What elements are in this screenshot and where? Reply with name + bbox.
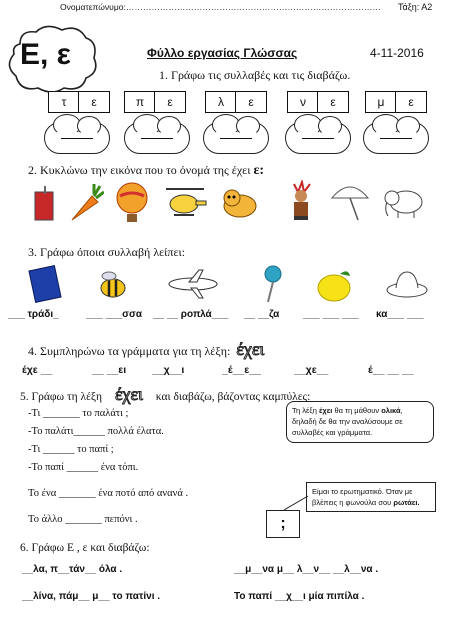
ex4-instruction — [28, 339, 264, 360]
title-badge — [6, 24, 98, 94]
ex5-instruction-b: και διαβάζω, βάζοντας καμπύλες: — [155, 391, 311, 403]
ex4-answer-0[interactable]: έχε __ — [22, 364, 53, 376]
ex2-letter: ε: — [253, 163, 265, 178]
note1-b1: έχει — [319, 406, 333, 415]
syllable-box: ε — [395, 91, 427, 113]
ex5-instruction — [20, 384, 310, 405]
ex3-word-1[interactable]: ___ ___σσα — [86, 309, 142, 320]
answer-cloud[interactable] — [124, 122, 190, 154]
helicopter-icon[interactable] — [162, 185, 208, 219]
bee-icon[interactable] — [93, 268, 133, 302]
ex3-word-0[interactable]: ___ τράδι_ — [8, 309, 59, 320]
ex5-sentence2-0[interactable]: Το ένα _______ ένα ποτό από ανανά . — [28, 488, 189, 499]
native-icon[interactable] — [284, 180, 318, 222]
note1-mid: θα τη μάθουν — [332, 406, 382, 415]
syllable-box: μ — [365, 91, 397, 113]
ex5-sentence-1[interactable]: -Το παλάτι______ πολλά έλατα. — [28, 426, 164, 437]
ex6-row2-left[interactable]: __λίνα, πάμ__ μ__ το πατίνι . — [22, 591, 161, 602]
carrot-icon[interactable] — [66, 184, 104, 224]
note2-b: ρωτάει. — [393, 498, 420, 507]
note-question-mark — [306, 482, 436, 512]
cat-icon[interactable] — [220, 184, 262, 220]
badge-letter: Ε, ε — [20, 38, 71, 71]
ex5-sentence2-1[interactable]: Το άλλο _______ πεπόνι . — [28, 514, 138, 525]
umbrella-icon[interactable] — [330, 182, 370, 222]
ex3-word-5[interactable]: κα___ ___ — [376, 309, 424, 320]
answer-cloud[interactable] — [285, 122, 351, 154]
balloon-icon[interactable] — [114, 182, 150, 224]
note1-post: , δηλαδή δε θα την αναλύσουμε σε συλλαβές και γράμματα. — [292, 406, 403, 437]
question-mark-box: ; — [266, 510, 300, 538]
ex5-sentence-3[interactable]: -Το παπί ______ ένα τόπι. — [28, 462, 139, 473]
airplane-icon[interactable] — [165, 266, 221, 300]
syllable-box: λ — [205, 91, 237, 113]
syllable-box: ε — [78, 91, 110, 113]
ex3-word-3[interactable]: __ __ζα — [244, 309, 280, 320]
cup-icon[interactable] — [32, 186, 56, 222]
ex4-instruction-text: 4. Συμπληρώνω τα γράμματα για τη λέξη: — [28, 344, 231, 358]
note-holistic — [286, 401, 434, 443]
ex4-answer-5[interactable]: έ__ __ __ — [368, 364, 414, 376]
syllable-box: ε — [235, 91, 267, 113]
ex4-outline-word: έχει — [236, 339, 265, 359]
ex4-answer-3[interactable]: _έ__ε__ — [222, 364, 261, 376]
worksheet-date: 4-11-2016 — [370, 46, 424, 60]
elephant-icon[interactable] — [382, 184, 428, 220]
answer-cloud[interactable] — [203, 122, 269, 154]
hat-icon[interactable] — [384, 266, 430, 300]
pin-icon[interactable] — [258, 264, 288, 304]
ex6-instruction: 6. Γράφω Ε , ε και διαβάζω: — [20, 542, 150, 554]
class-label: Τάξη: Α2 — [398, 2, 433, 12]
name-field-label: Ονοματεπώνυμο:……………………………………………………………………………… — [60, 2, 381, 12]
answer-cloud[interactable] — [363, 122, 429, 154]
note1-pre: Τη λέξη — [292, 406, 319, 415]
note2-pre: Είμαι το ερωτηματικό. Όταν με βλέπεις η φωνούλα σου — [312, 487, 413, 507]
ex3-word-2[interactable]: __ __ ροπλά___ — [153, 309, 229, 320]
syllable-box: ε — [317, 91, 349, 113]
ex4-answer-4[interactable]: __χε__ — [294, 364, 329, 376]
note1-b2: ολικά — [381, 406, 401, 415]
ex2-instruction-text: 2. Κυκλώνω την εικόνα που το όνομά της έχει — [28, 163, 251, 177]
ex6-row2-right[interactable]: Το παπί __χ__ι μία πιπίλα . — [234, 591, 365, 602]
ex5-sentence-2[interactable]: -Τι ______ το παπί ; — [28, 444, 114, 455]
ex4-answer-1[interactable]: __ __ει — [92, 364, 127, 376]
worksheet-title: Φύλλο εργασίας Γλώσσας — [147, 46, 298, 60]
syllable-box: π — [124, 91, 156, 113]
ex5-sentence-0[interactable]: -Τι _______ το παλάτι ; — [28, 408, 129, 419]
syllable-box: τ — [48, 91, 80, 113]
answer-cloud[interactable] — [44, 122, 110, 154]
ex4-answer-2[interactable]: __χ__ι — [152, 364, 185, 376]
lemon-icon[interactable] — [314, 268, 354, 304]
ex3-instruction: 3. Γράφω όποια συλλαβή λείπει: — [28, 245, 186, 259]
ex6-row1-right[interactable]: __μ__να μ__ λ__ν__ __λ__να . — [234, 564, 379, 575]
ex5-instruction-a: 5. Γράφω τη λέξη — [20, 391, 103, 403]
ex5-outline-word: έχει — [114, 384, 143, 404]
ex3-word-4[interactable]: ___ ___ ___ — [303, 309, 359, 320]
ex6-row1-left[interactable]: __λα, π__τάν__ όλα . — [22, 564, 123, 575]
syllable-box: ε — [154, 91, 186, 113]
ex1-instruction: 1. Γράφω τις συλλαβές και τις διαβάζω. — [159, 68, 351, 82]
notebook-icon[interactable] — [26, 264, 66, 304]
ex2-instruction — [28, 163, 264, 179]
syllable-box: ν — [287, 91, 319, 113]
